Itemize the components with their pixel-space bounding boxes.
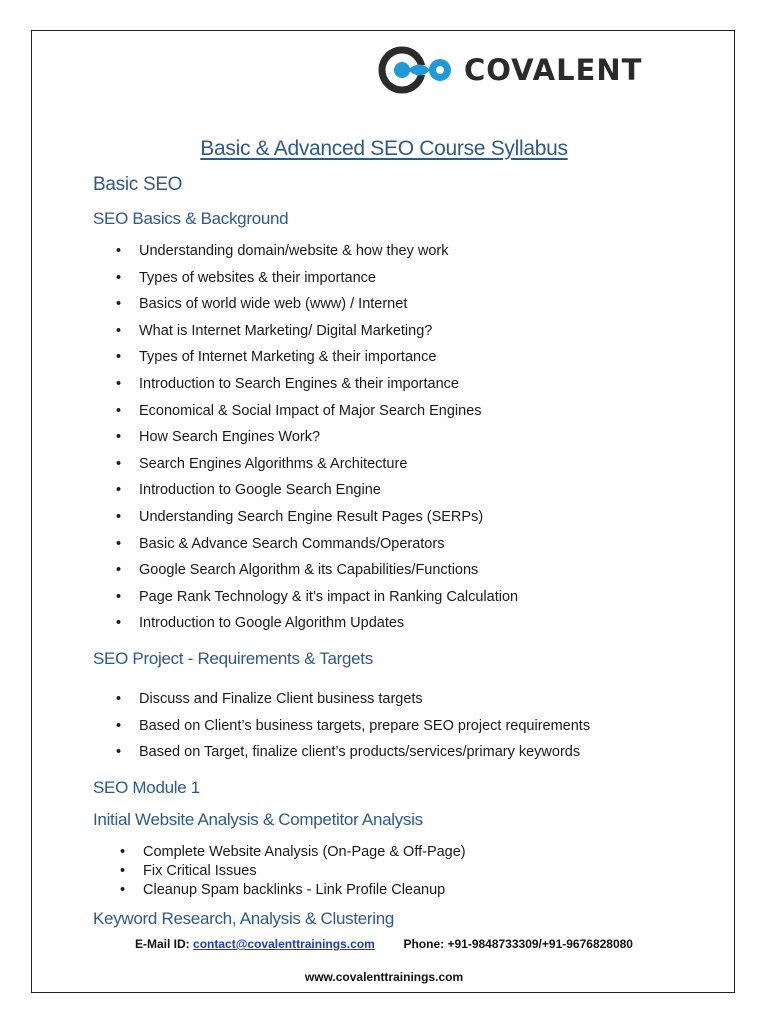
email-label: E-Mail ID: [135,937,190,951]
page-title: Basic & Advanced SEO Course Syllabus [200,137,568,160]
list-item: • Cleanup Spam backlinks - Link Profile Cleanup [143,881,466,900]
subsection-heading-project-requirements: SEO Project - Requirements & Targets [93,649,373,668]
subsection-heading-basics-background: SEO Basics & Background [93,209,289,228]
list-item: • Types of Internet Marketing & their importance [139,347,518,374]
section-heading-module-1: SEO Module 1 [93,778,200,797]
footer-contact [0,937,768,951]
list-item: • Search Engines Algorithms & Architecture [139,454,518,481]
list-item: • Introduction to Google Algorithm Updates [139,613,518,640]
list-item: • Complete Website Analysis (On-Page & Off-Page) [143,843,466,862]
email-link[interactable]: contact@covalenttrainings.com [193,937,375,951]
list-item: • Understanding domain/website & how they work [139,241,518,268]
list-item: • Introduction to Search Engines & their importance [139,374,518,401]
section-heading-basic-seo: Basic SEO [93,174,183,195]
list-item: • Based on Client’s business targets, prepare SEO project requirements [139,716,590,743]
list-item: • Understanding Search Engine Result Pages (SERPs) [139,507,518,534]
list-item: • How Search Engines Work? [139,427,518,454]
list-item: • Introduction to Google Search Engine [139,480,518,507]
subsection-heading-keyword-research: Keyword Research, Analysis & Clustering [93,909,395,928]
phone-label: Phone: [403,937,445,951]
list-item: • Economical & Social Impact of Major Search Engines [139,401,518,428]
list-item: • What is Internet Marketing/ Digital Marketing? [139,321,518,348]
list-item: • Types of websites & their importance [139,268,518,295]
footer-website: www.covalenttrainings.com [304,970,464,984]
subsection-heading-initial-analysis: Initial Website Analysis & Competitor Analysis [93,810,423,829]
list-item: • Discuss and Finalize Client business targets [139,689,590,716]
list-item: • Based on Target, finalize client’s products/services/primary keywords [139,742,590,769]
list-item: • Page Rank Technology & it’s impact in Ranking Calculation [139,587,518,614]
project-requirements-list [139,689,590,769]
initial-analysis-list [143,843,466,900]
list-item: • Google Search Algorithm & its Capabilities/Functions [139,560,518,587]
basics-background-list [139,241,518,640]
list-item: • Basic & Advance Search Commands/Operators [139,534,518,561]
phone-number: +91-9848733309/+91-9676828080 [447,937,633,951]
brand-logo [378,45,642,95]
brand-name: COVALENT [464,53,643,87]
list-item: • Basics of world wide web (www) / Internet [139,294,518,321]
list-item: • Fix Critical Issues [143,862,466,881]
covalent-logo-icon [378,45,458,95]
